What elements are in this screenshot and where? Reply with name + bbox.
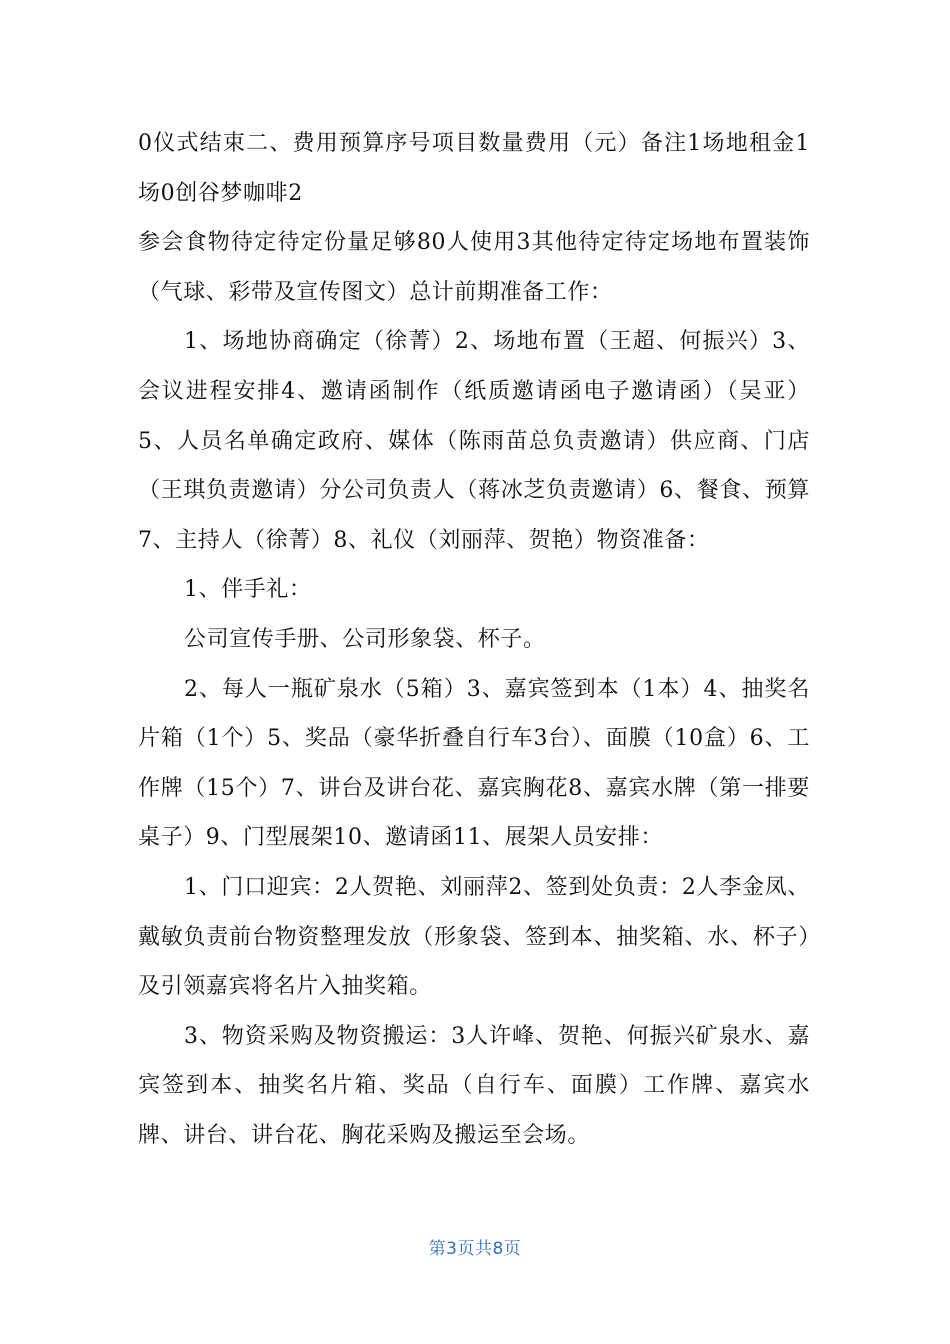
paragraph-7: 1、门口迎宾：2人贺艳、刘丽萍2、签到处负责：2人李金凤、戴敏负责前台物资整理发放（形象袋、签到本、抽奖箱、水、杯子）及引领嘉宾将名片入抽奖箱。 (138, 874, 810, 1000)
paragraph-3: 1、场地协商确定（徐菁）2、场地布置（王超、何振兴）3、会议进程安排4、邀请函制作（纸质邀请函电子邀请函）（吴亚）5、人员名单确定政府、媒体（陈雨苗总负责邀请）供应商、门店（王琪负责邀请）分公司负责人（蒋冰芝负责邀请）6、餐食、预算7、主持人（徐菁）8、礼仪（刘丽萍、贺艳）物资准备： (138, 329, 810, 553)
paragraph-5: 公司宣传手册、公司形象袋、杯子。 (184, 626, 546, 652)
document-body (138, 119, 810, 1160)
paragraph-6: 2、每人一瓶矿泉水（5箱）3、嘉宾签到本（1本）4、抽奖名片箱（1个）5、奖品（豪华折叠自行车3台）、面膜（10盒）6、工作牌（15个）7、讲台及讲台花、嘉宾胸花8、嘉宾水牌（第一排要桌子）9、门型展架10、邀请函11、展架人员安排： (138, 676, 810, 851)
paragraph-1: 0仪式结束二、费用预算序号项目数量费用（元）备注1场地租金1场0创谷梦咖啡2 (138, 131, 810, 206)
paragraph-4: 1、伴手礼： (184, 577, 312, 603)
page-number-footer: 第3页共8页 (428, 1239, 522, 1259)
paragraph-8: 3、物资采购及物资搬运：3人许峰、贺艳、何振兴矿泉水、嘉宾签到本、抽奖名片箱、奖品（自行车、面膜）工作牌、嘉宾水牌、讲台、讲台花、胸花采购及搬运至会场。 (138, 1023, 810, 1148)
paragraph-2: 参会食物待定待定份量足够80人使用3其他待定待定场地布置装饰（气球、彩带及宣传图文）总计前期准备工作： (138, 230, 810, 305)
